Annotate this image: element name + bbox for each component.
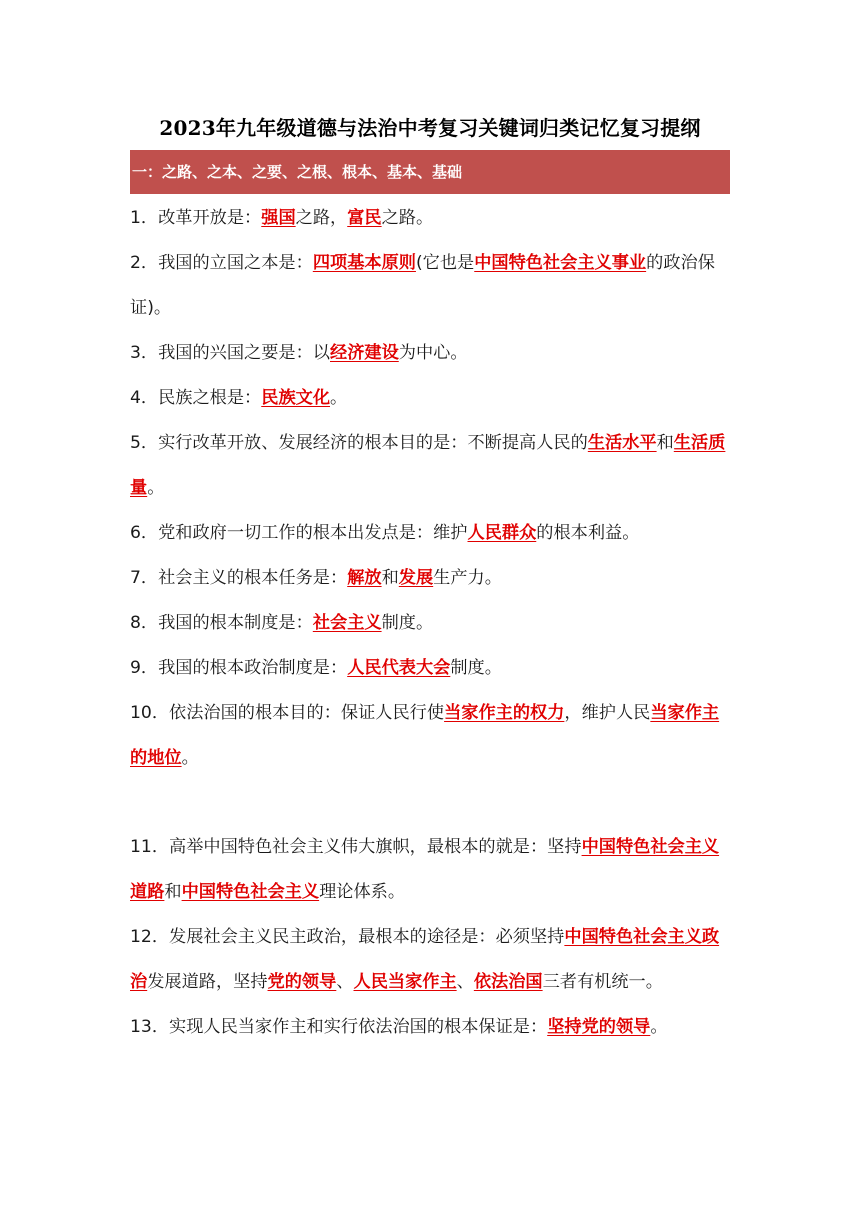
item-text: 1．改革开放是： (130, 208, 262, 228)
keyword: 民族文化 (261, 388, 331, 408)
item-text: (它也是 (415, 253, 475, 273)
keyword: 中国特色社会主义事业 (474, 253, 647, 273)
list-item (130, 241, 730, 331)
item-text: 、 (456, 972, 474, 992)
item-text: 生产力。 (433, 568, 502, 588)
item-text: 。 (181, 748, 199, 768)
item-text: 6．党和政府一切工作的根本出发点是：维护 (130, 523, 468, 543)
item-text: 和 (164, 882, 182, 902)
item-text: 2．我国的立国之本是： (130, 253, 313, 273)
item-text: 制度。 (381, 613, 434, 633)
keyword: 四项基本原则 (312, 253, 416, 273)
list-item (130, 421, 730, 511)
item-text: 3．我国的兴国之要是：以 (130, 343, 330, 363)
section-heading: 一：之路、之本、之要、之根、根本、基本、基础 (130, 150, 730, 194)
list-item (130, 601, 730, 646)
keyword: 强国 (261, 208, 296, 228)
list-item (130, 331, 730, 376)
keyword: 坚持党的领导 (547, 1017, 651, 1037)
item-text: 。 (650, 1017, 668, 1037)
list-item (130, 376, 730, 421)
keyword: 当家作主的权力 (444, 703, 565, 723)
item-text: 。 (147, 478, 165, 498)
list-item (130, 646, 730, 691)
list-item (130, 511, 730, 556)
item-text: 7．社会主义的根本任务是： (130, 568, 348, 588)
item-text: 和 (656, 433, 674, 453)
keyword: 人民当家作主 (353, 972, 457, 992)
list-item (130, 915, 730, 1005)
item-text: 理论体系。 (319, 882, 406, 902)
keyword: 社会主义 (312, 613, 382, 633)
list-item (130, 691, 730, 781)
item-text: 发展道路，坚持 (147, 972, 268, 992)
paragraph-gap (130, 781, 730, 825)
item-list (130, 196, 730, 1050)
keyword: 人民群众 (467, 523, 537, 543)
keyword: 党的领导 (267, 972, 337, 992)
item-text: 制度。 (450, 658, 502, 678)
keyword: 生活水平 (587, 433, 657, 453)
keyword: 中国特色社会主义政治 (130, 927, 720, 992)
item-text: 4．民族之根是： (130, 388, 262, 408)
item-text: 之路。 (381, 208, 434, 228)
item-text: 12．发展社会主义民主政治，最根本的途径是：必须坚持 (130, 927, 565, 947)
item-text: 和 (381, 568, 399, 588)
item-text: 的政治保证)。 (130, 253, 715, 318)
item-text: 之路， (295, 208, 348, 228)
keyword: 经济建设 (330, 343, 399, 363)
item-text: 5．实行改革开放、发展经济的根本目的是：不断提高人民的 (130, 433, 588, 453)
list-item (130, 825, 730, 915)
keyword: 中国特色社会主义 (181, 882, 320, 902)
list-item (130, 556, 730, 601)
item-text: 。 (330, 388, 348, 408)
document-title: 2023年九年级道德与法治中考复习关键词归类记忆复习提纲 (159, 116, 701, 140)
keyword: 解放 (347, 568, 382, 588)
keyword: 人民代表大会 (347, 658, 451, 678)
list-item (130, 196, 730, 241)
keyword: 当家作主的地位 (130, 703, 720, 768)
keyword: 富民 (347, 208, 382, 228)
keyword: 生活质量 (130, 433, 726, 498)
item-text: 8．我国的根本制度是： (130, 613, 313, 633)
item-text: ，维护人民 (564, 703, 651, 723)
keyword: 中国特色社会主义道路 (130, 837, 720, 902)
item-text: 的根本利益。 (536, 523, 640, 543)
item-text: 13．实现人民当家作主和实行依法治国的根本保证是： (130, 1017, 548, 1037)
item-text: 10．依法治国的根本目的：保证人民行使 (130, 703, 445, 723)
item-text: 9．我国的根本政治制度是： (130, 658, 348, 678)
keyword: 发展 (398, 568, 434, 588)
list-item (130, 1005, 730, 1050)
item-text: 11．高举中国特色社会主义伟大旗帜，最根本的就是：坚持 (130, 837, 582, 857)
keyword: 依法治国 (473, 972, 543, 992)
item-text: 为中心。 (398, 343, 468, 363)
item-text: 三者有机统一。 (542, 972, 663, 992)
item-text: 、 (336, 972, 354, 992)
